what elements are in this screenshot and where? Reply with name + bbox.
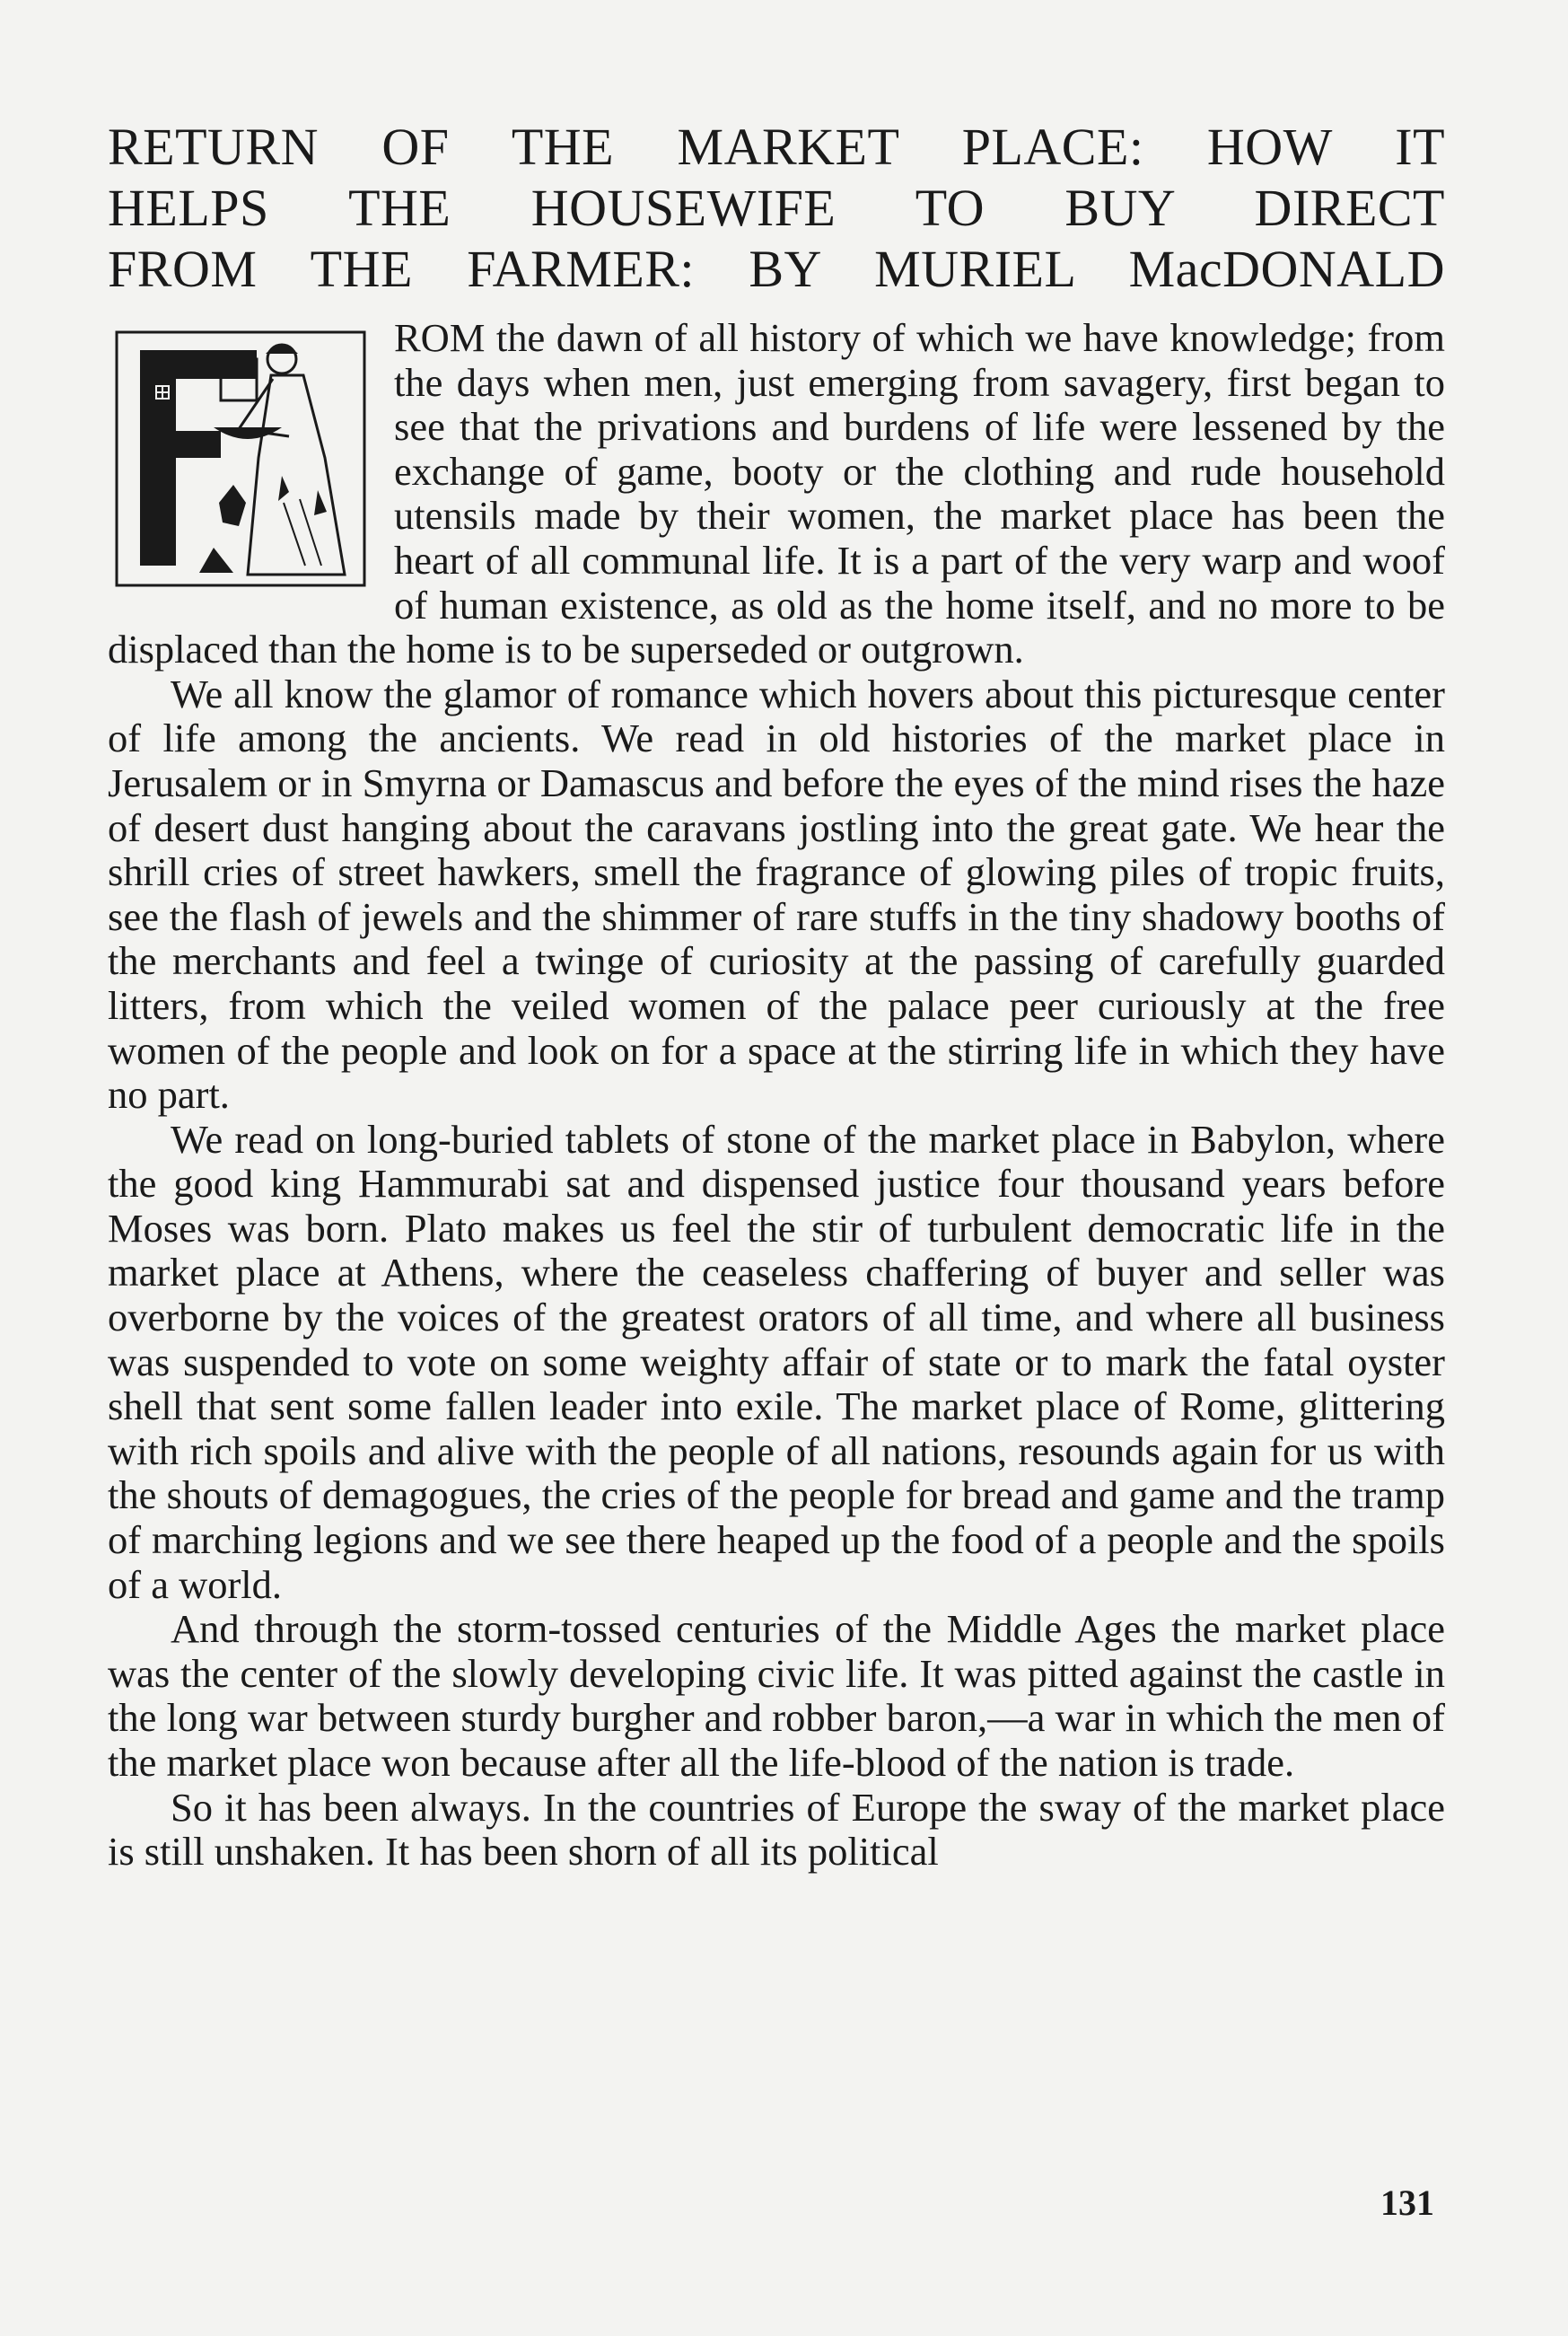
title-line-3: FROM THE FARMER: BY MURIEL MacDONALD (108, 240, 1445, 298)
article-page (108, 117, 1445, 1875)
paragraph-3: We read on long-buried tablets of stone of the market place in Babylon, where the good king Hammurabi sat and dispensed justice four thousand years before Moses was born. Plato makes us feel the stir of turbulent democratic life in the market place at Athens, where the ceaseless chaffering of buyer and seller was overborne by the voices of the greatest orators of all time, and where all business was suspended to vote on some weighty affair of state or to mark the fatal oyster shell that sent some fallen leader into exile. The market place of Rome, glittering with rich spoils and alive with the people of all nations, resounds again for us with the shouts of demagogues, the cries of the people for bread and game and the tramp of marching legions and we see there heaped up the food of a people and the spoils of a world. (108, 1116, 1445, 1607)
page-number: 131 (1380, 2182, 1434, 2223)
title-line-2: HELPS THE HOUSEWIFE TO BUY DIRECT (108, 179, 1445, 237)
paragraph-5: So it has been always. In the countries of Europe the sway of the market place is still unshaken. It has been shorn of all its political (108, 1784, 1445, 1875)
drop-cap-illustration (113, 323, 369, 593)
paragraph-2: We all know the glamor of romance which hovers about this picturesque center of life among the ancients. We read in old histories of the market place in Jerusalem or in Smyrna or Damascus and before the eyes of the mind rises the haze of desert dust hanging about the caravans jostling into the great gate. We hear the shrill cries of street hawkers, smell the fragrance of glowing piles of tropic fruits, see the flash of jewels and the shimmer of rare stuffs in the tiny shadowy booths of the merchants and feel a twinge of curiosity at the passing of carefully guarded litters, from which the veiled women of the palace peer curiously at the free women of the people and look on for a space at the stirring life in which they have no part. (108, 671, 1445, 1118)
paragraph-1-text: ROM the dawn of all history of which we have knowledge; from the days when men, just emerging from savagery, first began to see that the privations and burdens of life were lessened by the exchange of game, booty or the clothing and rude household utensils made by their women, the market place has been the heart of all communal life. It is a part of the very warp and woof of human existence, as old as the home itself, and no more to be displaced than the home is to be superseded or outgrown. (108, 315, 1445, 672)
title-line-1: RETURN OF THE MARKET PLACE: HOW IT (108, 118, 1445, 176)
drop-cap-market-woman-icon (113, 323, 369, 593)
paragraph-4: And through the storm-tossed centuries of the Middle Ages the market place was the center of the slowly developing civic life. It was pitted against the castle in the long war between sturdy burgher and robber baron,—a war in which the men of the market place won because after all the life-blood of the nation is trade. (108, 1606, 1445, 1785)
article-body (108, 316, 1445, 1875)
article-title (108, 117, 1445, 300)
